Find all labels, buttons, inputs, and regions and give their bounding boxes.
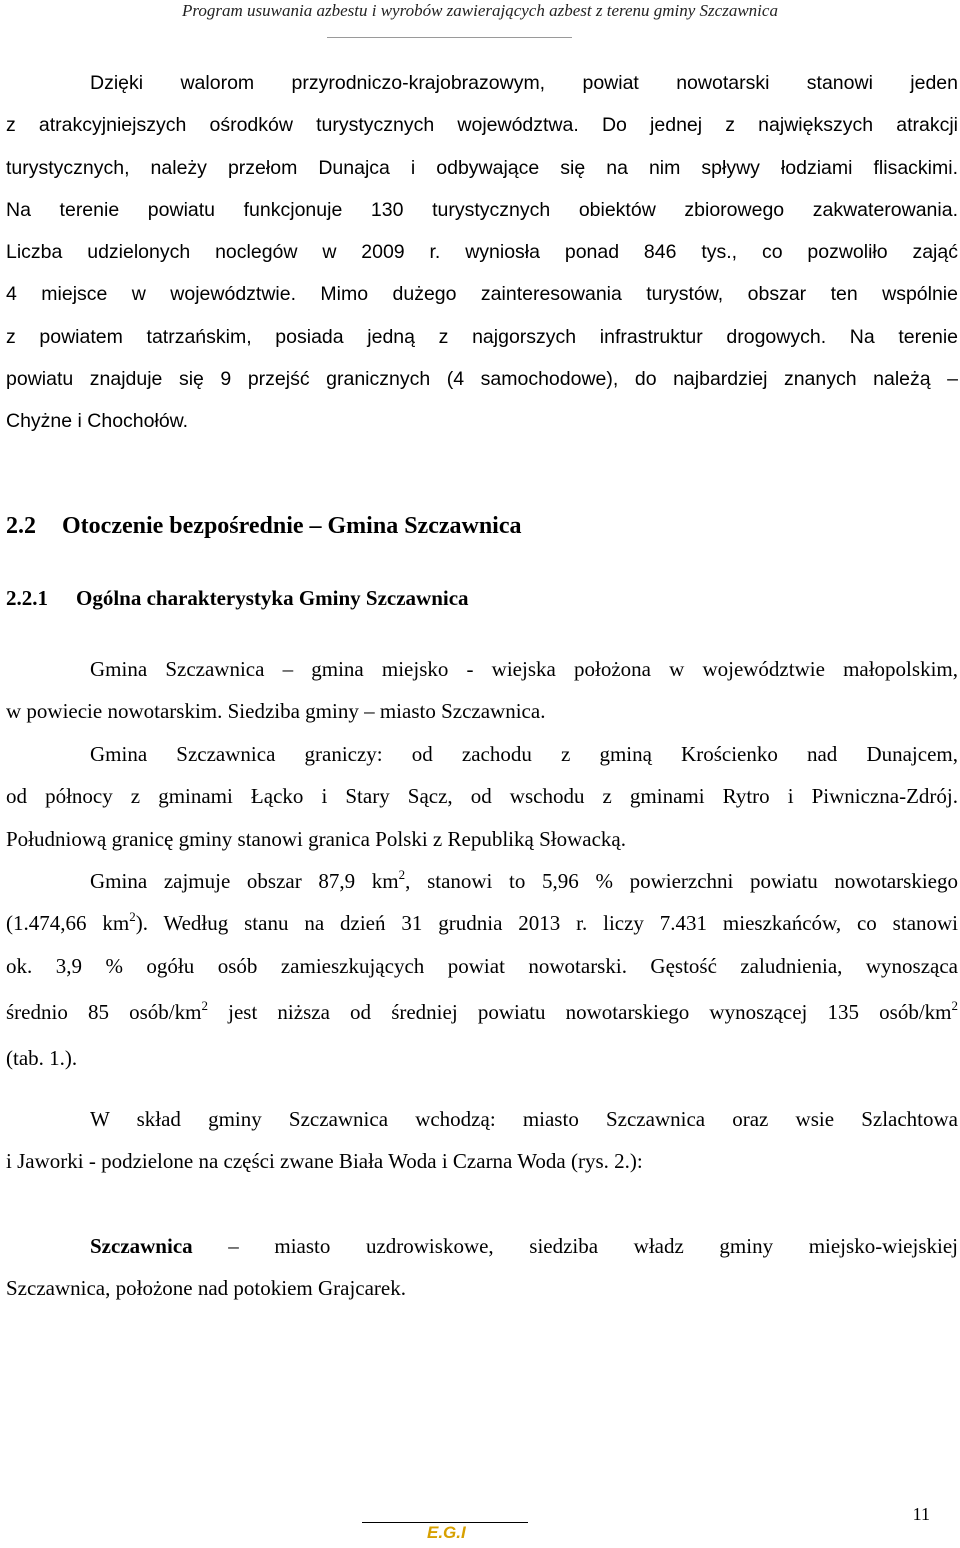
subsection-heading <box>6 586 469 611</box>
paragraph-szczawnica <box>6 1225 958 1310</box>
paragraph-line: Szczawnica – miasto uzdrowiskowe, siedziba władz gminy miejsko-wiejskiej <box>90 1234 958 1258</box>
paragraph-composition <box>6 1098 958 1183</box>
term-bold: Szczawnica <box>90 1234 193 1258</box>
paragraph-line: (1.474,66 $km^2$). Według stanu na dzień 31 grudnia 2013 r. liczy 7.431 mieszkańców, co stanowi <box>6 909 959 936</box>
paragraph-line: i Jaworki - podzielone na części zwane Biała Woda i Czarna Woda (rys. 2.): <box>6 1149 643 1174</box>
paragraph-line: W skład gminy Szczawnica wchodzą: miasto Szczawnica oraz wsie Szlachtowa <box>90 1107 958 1131</box>
intro-line: Liczba udzielonych noclegów w 2009 r. wyniosła ponad 846 tys., co pozwoliło zająć <box>6 241 958 264</box>
company-logo: E.G.I <box>427 1523 466 1542</box>
intro-line: powiatu znajduje się 9 przejść granicznych (4 samochodowe), do najbardziej znanych należą – <box>6 368 958 391</box>
header-rule <box>327 37 572 38</box>
paragraph-line: ok. 3,9 % ogółu osób zamieszkujących powiat nowotarski. Gęstość zaludnienia, wynosząca <box>6 953 958 978</box>
intro-line: 4 miejsce w województwie. Mimo dużego zainteresowania turystów, obszar ten wspólnie <box>6 283 958 306</box>
page-number: 11 <box>912 1504 930 1524</box>
paragraph-line: w powiecie nowotarskim. Siedziba gminy – miasto Szczawnica. <box>6 699 546 724</box>
intro-line: z powiatem tatrzańskim, posiada jedną z najgorszych infrastruktur drogowych. Na terenie <box>6 325 958 348</box>
section-heading <box>6 513 522 540</box>
section-title: Otoczenie bezpośrednie – Gmina Szczawnica <box>62 513 522 539</box>
paragraph-line: Południową granicę gminy stanowi granica Polski z Republiką Słowacką. <box>6 826 626 851</box>
paragraph-location <box>6 648 958 733</box>
subsection-title: Ogólna charakterystyka Gminy Szczawnica <box>76 586 469 610</box>
intro-line: Dzięki walorom przyrodniczo-krajobrazowym, powiat nowotarski stanowi jeden <box>90 72 958 94</box>
intro-line: turystycznych, należy przełom Dunajca i odbywające się na nim spływy łodziami flisackimi. <box>6 156 958 179</box>
intro-line: Chyżne i Chochołów. <box>6 410 189 433</box>
paragraph-borders <box>6 733 958 860</box>
intro-line: z atrakcyjniejszych ośrodków turystycznych województwa. Do jednej z największych atrakcji <box>6 114 958 137</box>
paragraph-line: Gmina Szczawnica graniczy: od zachodu z gminą Krościenko nad Dunajcem, <box>90 742 958 766</box>
paragraph-line: od północy z gminami Łącko i Stary Sącz, od wschodu z gminami Rytro i Piwniczna-Zdrój. <box>6 784 958 809</box>
section-number: 2.2 <box>6 513 36 539</box>
intro-paragraph <box>6 62 958 443</box>
paragraph-line: Gmina zajmuje obszar 87,9 $km^2$, stanowi to 5,96 % powierzchni powiatu nowotarskiego <box>90 867 959 893</box>
paragraph-line: Gmina Szczawnica – gmina miejsko - wiejska położona w województwie małopolskim, <box>90 657 958 681</box>
paragraph-line: (tab. 1.). <box>6 1045 78 1070</box>
paragraph-area <box>6 860 958 1079</box>
intro-line: Na terenie powiatu funkcjonuje 130 turystycznych obiektów zbiorowego zakwaterowania. <box>6 198 958 221</box>
paragraph-line: Szczawnica, położone nad potokiem Grajcarek. <box>6 1276 406 1301</box>
running-header: Program usuwania azbestu i wyrobów zawierających azbest z terenu gminy Szczawnica <box>182 1 778 20</box>
paragraph-line: średnio 85 osób/$km^2$ jest niższa od średniej powiatu nowotarskiego wynoszącej 135 osób/$km^2$ <box>6 997 958 1024</box>
subsection-number: 2.2.1 <box>6 586 48 610</box>
